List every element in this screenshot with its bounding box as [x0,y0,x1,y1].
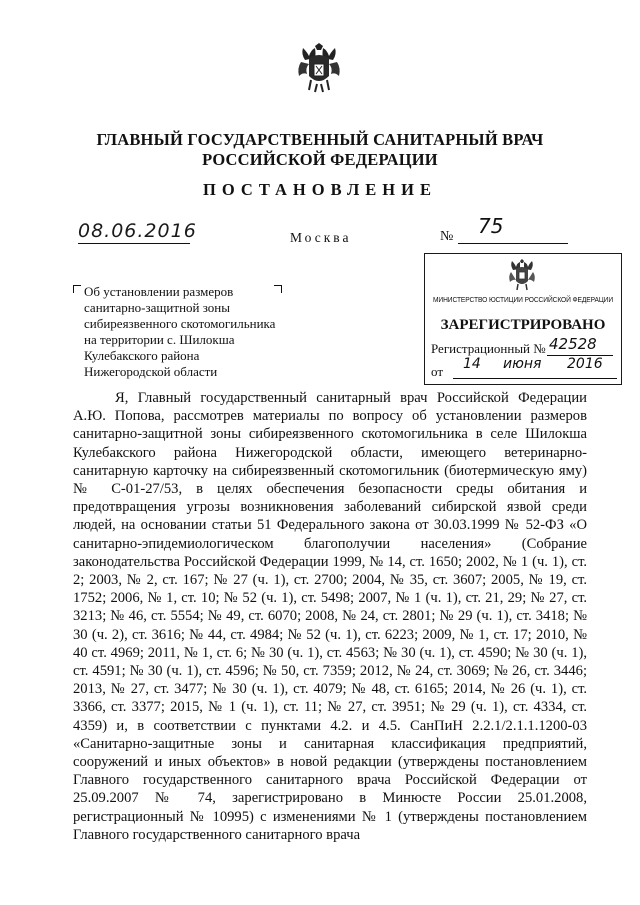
subject-line: Нижегородской области [84,364,218,379]
subject-line: санитарно-защитной зоны [84,300,230,315]
document-date: 08.06.2016 [78,220,197,242]
subject-line: Кулебакского района [84,348,200,363]
document-city: Москва [290,230,352,245]
stamp-date-year: 2016 [567,356,603,372]
stamp-date-month: июня [503,356,542,372]
double-headed-eagle-emblem [295,42,343,94]
subject-line: на территории с. Шилокша [84,332,235,347]
stamp-from-label: от [431,364,444,379]
stamp-eagle-emblem [507,258,537,292]
body-paragraph: Я, Главный государственный санитарный врач Российской Федерации А.Ю. Попова, рассмотрев материалы по вопросу об установлении размеров санитарно-защитной зоны сибиреязвенного скотомогильника в селе Шилокша Кулебакского района Нижегородской области, имеющего ветеринарно-санитарную карточку на сибиреязвенный скотомогильник (биотермическую яму) № С-01-27/53, в целях обеспечения безопасности среды обитания и предотвращения угрозы возникновения заболеваний сибирской язвой среди людей, на основании статьи 51 Федерального закона от 30.03.1999 № 52-ФЗ «О санитарно-эпидемиологическом благополучии населения» (Собрание законодательства Российской Федерации 1999, № 14, ст. 1650; 2002, № 1 (ч. 1), ст. 2; 2003, № 2, ст. 167; № 27 (ч. 1), ст. 2700; 2004, № 35, ст. 3607; 2005, № 19, ст. 1752; 2006, № 1, ст. 10; № 52 (ч. 1), ст. 5498; 2007, № 1 (ч. 1), ст. 21, 29; № 27, ст. 3213; № 46, ст. 5554; № 49, ст. 6070; 2008, № 24, ст. 2801; № 29 (ч. 1), ст. 3418; № 30 (ч. 2), ст. 3616; № 44, ст. 4984; № 52 (ч. 1), ст. 6223; 2009, № 1, ст. 17; 2010, № 40 ст. 4969; 2011, № 1, ст. 6; № 30 (ч. 1), ст. 4563; № 30 (ч. 1), ст. 4590; № 30 (ч. 1), ст. 4591; № 30 (ч. 1), ст. 4596; № 50, ст. 7359; 2012, № 24, ст. 3069; № 26, ст. 3446; 2013, № 27, ст. 3477; № 30 (ч. 1), ст. 4079; № 48, ст. 6165; 2014, № 26 (ч. 1), ст. 3366, ст. 3377; 2015, № 1 (ч. 1), ст. 11; № 27, ст. 3951; № 29 (ч. 1), ст. 4334, ст. 4359) и, в соответствии с пунктами 4.2. и 4.5. СанПиН 2.2.1/2.1.1.1200-03 «Санитарно-защитные зоны и санитарная классификация предприятий, сооружений и иных объектов» в новой редакции (утверждены постановлением Главного государственного санитарного врача Российской Федерации от 25.09.2007 № 74, зарегистрировано в Минюсте России 25.01.2008, регистрационный № 10995) с изменениями № 1 (утверждены постановлением Главного государственного санитарного врача [73,390,587,843]
document-number: 75 [478,214,504,238]
registration-stamp [424,253,622,385]
stamp-regno-value: 42528 [549,335,597,353]
stamp-registered-label: ЗАРЕГИСТРИРОВАНО [440,317,606,333]
stamp-date-day: 14 [463,356,481,372]
stamp-date-underline [453,378,617,379]
subject-line: сибиреязвенного скотомогильника [84,316,276,331]
subject-bracket-left [73,285,81,293]
issuer-title-line-2: РОССИЙСКОЙ ФЕДЕРАЦИИ [202,150,438,169]
document-type-title: ПОСТАНОВЛЕНИЕ [203,180,437,199]
number-label: № [440,229,454,244]
document-body [73,389,587,844]
stamp-regno-label: Регистрационный № [431,341,546,356]
issuer-title-line-1: ГЛАВНЫЙ ГОСУДАРСТВЕННЫЙ САНИТАРНЫЙ ВРАЧ [96,130,544,149]
number-underline [458,243,568,244]
document-subject [84,284,294,380]
subject-line: Об установлении размеров [84,284,234,299]
stamp-ministry-name: МИНИСТЕРСТВО ЮСТИЦИИ РОССИЙСКОЙ ФЕДЕРАЦИИ [432,297,614,304]
